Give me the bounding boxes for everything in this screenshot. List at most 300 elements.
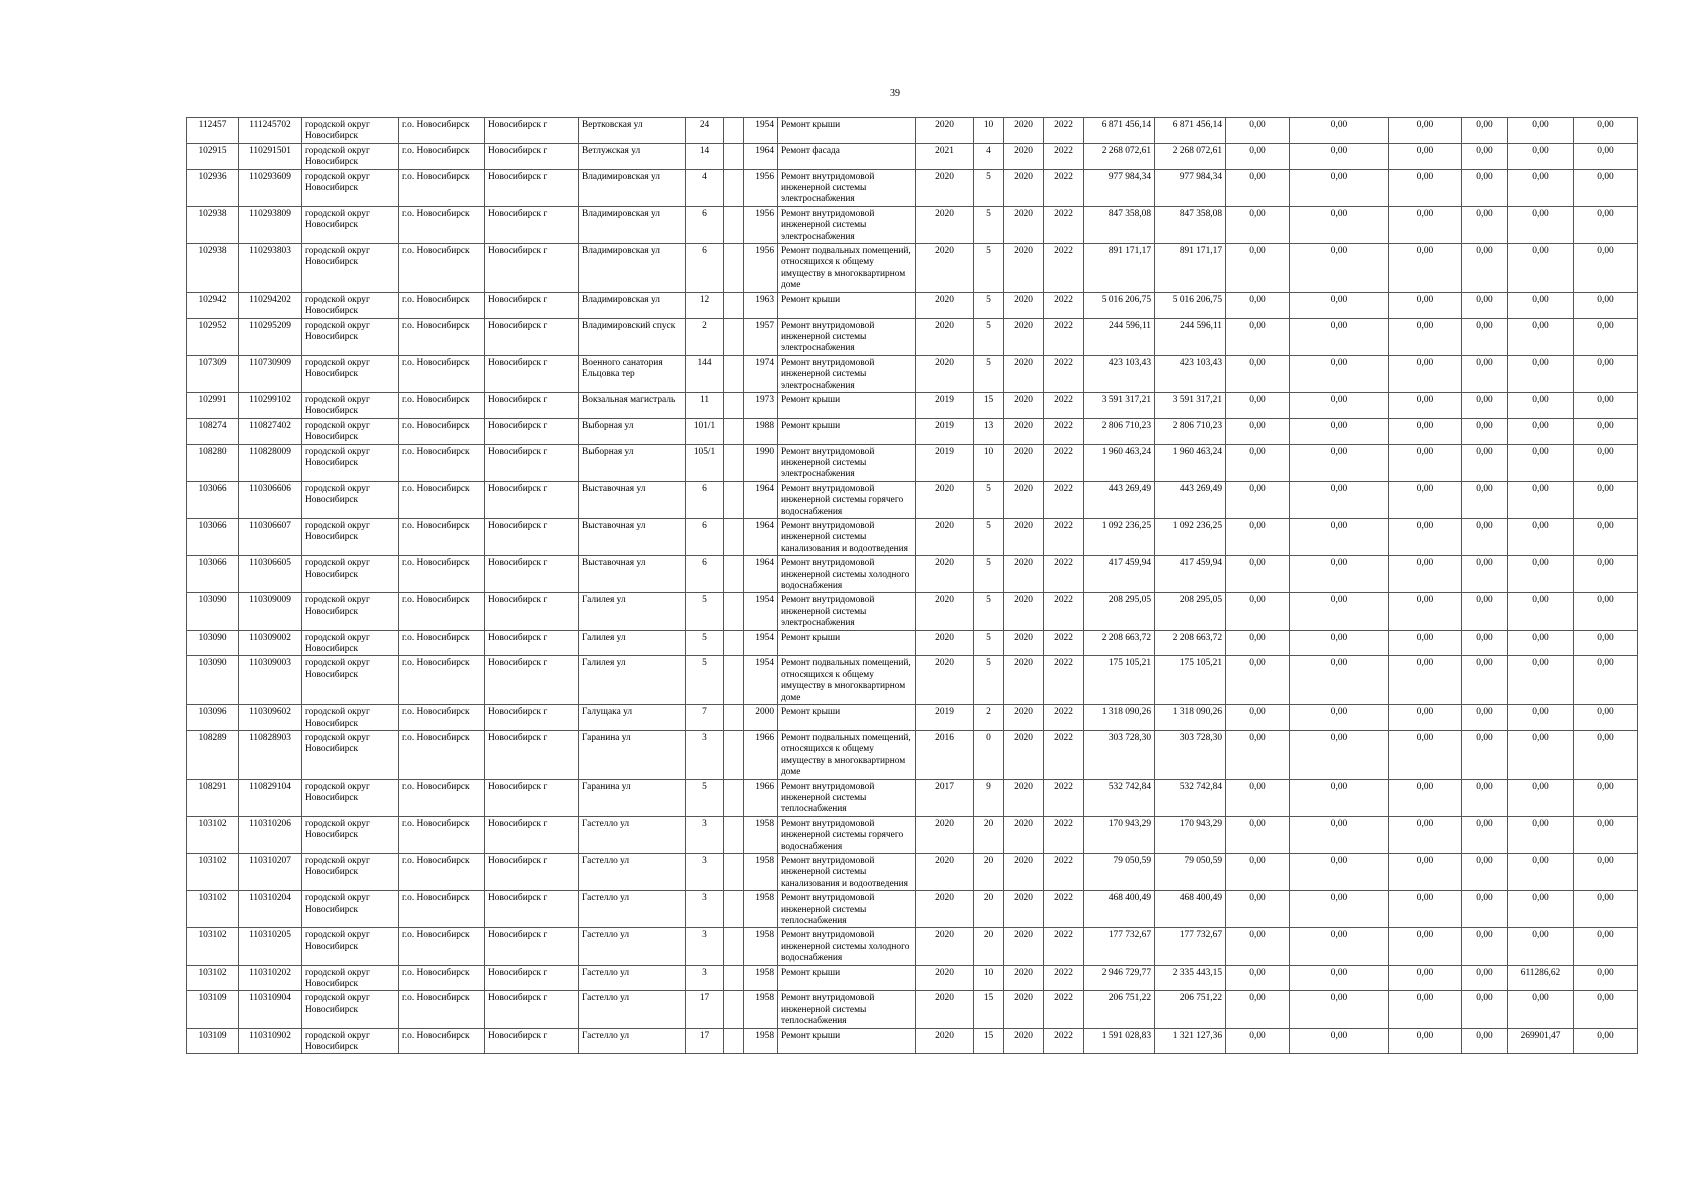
cell-city: Новосибирск г: [485, 991, 579, 1028]
cell-z3: 0,00: [1389, 444, 1462, 481]
cell-year-start: 2020: [1004, 118, 1044, 144]
table-row: [187, 705, 1638, 731]
cell-house: 7: [686, 705, 724, 731]
cell-district: городской округ Новосибирск: [302, 318, 399, 355]
cell-house: 3: [686, 853, 724, 890]
cell-z5: 0,00: [1508, 292, 1574, 318]
cell-blank: [724, 519, 744, 556]
cell-year-built: 1954: [744, 118, 778, 144]
cell-cost-total: 2 806 710,23: [1084, 418, 1155, 444]
cell-cost-total: 417 459,94: [1084, 556, 1155, 593]
cell-z1: 0,00: [1226, 355, 1290, 392]
cell-year-survey: 2019: [916, 705, 974, 731]
cell-blank: [724, 444, 744, 481]
cell-z1: 0,00: [1226, 392, 1290, 418]
cell-z5: 0,00: [1508, 444, 1574, 481]
cell-year-start: 2020: [1004, 1028, 1044, 1054]
cell-cost-fund: 423 103,43: [1155, 355, 1226, 392]
cell-cost-fund: 208 295,05: [1155, 593, 1226, 630]
cell-year-start: 2020: [1004, 519, 1044, 556]
cell-val: 5: [974, 318, 1004, 355]
cell-year-survey: 2020: [916, 118, 974, 144]
cell-year-start: 2020: [1004, 292, 1044, 318]
cell-city: Новосибирск г: [485, 730, 579, 779]
cell-district: городской округ Новосибирск: [302, 656, 399, 705]
cell-cost-total: 1 591 028,83: [1084, 1028, 1155, 1054]
cell-id: 102942: [187, 292, 239, 318]
cell-val: 13: [974, 418, 1004, 444]
cell-code: 110299102: [239, 392, 302, 418]
cell-blank: [724, 244, 744, 293]
cell-cost-total: 175 105,21: [1084, 656, 1155, 705]
cell-z3: 0,00: [1389, 206, 1462, 243]
table-row: [187, 630, 1638, 656]
cell-blank: [724, 556, 744, 593]
cell-val: 10: [974, 444, 1004, 481]
table-row: [187, 444, 1638, 481]
cell-z5: 0,00: [1508, 928, 1574, 965]
cell-z3: 0,00: [1389, 244, 1462, 293]
cell-z4: 0,00: [1462, 292, 1508, 318]
cell-district: городской округ Новосибирск: [302, 730, 399, 779]
cell-year-survey: 2020: [916, 656, 974, 705]
cell-city: Новосибирск г: [485, 779, 579, 816]
cell-val: 10: [974, 965, 1004, 991]
cell-z1: 0,00: [1226, 418, 1290, 444]
table-row: [187, 656, 1638, 705]
cell-z2: 0,00: [1290, 355, 1389, 392]
cell-code: 110293803: [239, 244, 302, 293]
repair-program-table: [186, 117, 1638, 1054]
cell-city: Новосибирск г: [485, 292, 579, 318]
cell-id: 103066: [187, 519, 239, 556]
cell-z3: 0,00: [1389, 730, 1462, 779]
cell-house: 6: [686, 519, 724, 556]
cell-street: Вокзальная магистраль: [579, 392, 686, 418]
cell-city-short: г.о. Новосибирск: [399, 444, 485, 481]
cell-year-end: 2022: [1044, 418, 1084, 444]
cell-city: Новосибирск г: [485, 705, 579, 731]
cell-z2: 0,00: [1290, 779, 1389, 816]
cell-val: 15: [974, 392, 1004, 418]
cell-house: 3: [686, 928, 724, 965]
cell-year-survey: 2020: [916, 1028, 974, 1054]
cell-blank: [724, 965, 744, 991]
cell-z2: 0,00: [1290, 169, 1389, 206]
cell-z6: 0,00: [1574, 853, 1638, 890]
cell-blank: [724, 481, 744, 518]
cell-z5: 0,00: [1508, 891, 1574, 928]
cell-id: 102952: [187, 318, 239, 355]
cell-id: 103102: [187, 816, 239, 853]
cell-city: Новосибирск г: [485, 318, 579, 355]
cell-blank: [724, 705, 744, 731]
cell-cost-fund: 847 358,08: [1155, 206, 1226, 243]
cell-z2: 0,00: [1290, 853, 1389, 890]
cell-val: 5: [974, 355, 1004, 392]
cell-z5: 0,00: [1508, 556, 1574, 593]
table-row: [187, 853, 1638, 890]
cell-year-survey: 2020: [916, 318, 974, 355]
cell-work: Ремонт внутридомовой инженерной системы теплоснабжения: [778, 891, 916, 928]
cell-year-start: 2020: [1004, 418, 1044, 444]
cell-city-short: г.о. Новосибирск: [399, 965, 485, 991]
cell-house: 11: [686, 392, 724, 418]
cell-district: городской округ Новосибирск: [302, 292, 399, 318]
cell-code: 110310206: [239, 816, 302, 853]
table-body: [187, 118, 1638, 1054]
cell-street: Владимировская ул: [579, 244, 686, 293]
cell-z2: 0,00: [1290, 1028, 1389, 1054]
cell-year-start: 2020: [1004, 244, 1044, 293]
cell-district: городской округ Новосибирск: [302, 891, 399, 928]
cell-cost-fund: 6 871 456,14: [1155, 118, 1226, 144]
cell-val: 20: [974, 816, 1004, 853]
cell-z6: 0,00: [1574, 556, 1638, 593]
cell-cost-total: 208 295,05: [1084, 593, 1155, 630]
cell-z3: 0,00: [1389, 928, 1462, 965]
cell-z5: 0,00: [1508, 244, 1574, 293]
cell-house: 17: [686, 991, 724, 1028]
cell-cost-fund: 2 268 072,61: [1155, 143, 1226, 169]
cell-cost-fund: 3 591 317,21: [1155, 392, 1226, 418]
cell-year-start: 2020: [1004, 593, 1044, 630]
cell-code: 110306605: [239, 556, 302, 593]
cell-z3: 0,00: [1389, 481, 1462, 518]
cell-blank: [724, 853, 744, 890]
cell-district: городской округ Новосибирск: [302, 991, 399, 1028]
cell-code: 110294202: [239, 292, 302, 318]
cell-val: 5: [974, 292, 1004, 318]
cell-work: Ремонт крыши: [778, 118, 916, 144]
cell-year-built: 1966: [744, 779, 778, 816]
cell-z4: 0,00: [1462, 965, 1508, 991]
cell-cost-total: 468 400,49: [1084, 891, 1155, 928]
cell-cost-fund: 177 732,67: [1155, 928, 1226, 965]
cell-z3: 0,00: [1389, 118, 1462, 144]
cell-house: 3: [686, 816, 724, 853]
cell-work: Ремонт внутридомовой инженерной системы горячего водоснабжения: [778, 816, 916, 853]
cell-z1: 0,00: [1226, 169, 1290, 206]
cell-z2: 0,00: [1290, 481, 1389, 518]
cell-val: 4: [974, 143, 1004, 169]
cell-z2: 0,00: [1290, 444, 1389, 481]
cell-val: 5: [974, 244, 1004, 293]
cell-street: Гастелло ул: [579, 816, 686, 853]
cell-z3: 0,00: [1389, 991, 1462, 1028]
cell-id: 102936: [187, 169, 239, 206]
cell-work: Ремонт подвальных помещений, относящихся к общему имуществу в многоквартирном доме: [778, 730, 916, 779]
cell-blank: [724, 991, 744, 1028]
cell-year-survey: 2020: [916, 891, 974, 928]
cell-house: 3: [686, 730, 724, 779]
cell-id: 107309: [187, 355, 239, 392]
cell-val: 0: [974, 730, 1004, 779]
cell-district: городской округ Новосибирск: [302, 481, 399, 518]
cell-z6: 0,00: [1574, 630, 1638, 656]
cell-z5: 0,00: [1508, 169, 1574, 206]
cell-city-short: г.о. Новосибирск: [399, 318, 485, 355]
cell-z1: 0,00: [1226, 1028, 1290, 1054]
table-row: [187, 730, 1638, 779]
cell-year-end: 2022: [1044, 656, 1084, 705]
cell-year-start: 2020: [1004, 630, 1044, 656]
cell-z3: 0,00: [1389, 630, 1462, 656]
cell-street: Ветлужская ул: [579, 143, 686, 169]
cell-z5: 0,00: [1508, 730, 1574, 779]
cell-code: 110309009: [239, 593, 302, 630]
cell-year-end: 2022: [1044, 891, 1084, 928]
cell-year-end: 2022: [1044, 928, 1084, 965]
cell-cost-total: 443 269,49: [1084, 481, 1155, 518]
cell-z4: 0,00: [1462, 244, 1508, 293]
cell-work: Ремонт крыши: [778, 292, 916, 318]
cell-year-end: 2022: [1044, 392, 1084, 418]
cell-year-built: 1957: [744, 318, 778, 355]
cell-house: 144: [686, 355, 724, 392]
table-row: [187, 143, 1638, 169]
cell-year-start: 2020: [1004, 705, 1044, 731]
cell-code: 110310902: [239, 1028, 302, 1054]
cell-id: 103102: [187, 928, 239, 965]
cell-house: 2: [686, 318, 724, 355]
table-row: [187, 519, 1638, 556]
cell-district: городской округ Новосибирск: [302, 519, 399, 556]
cell-z2: 0,00: [1290, 318, 1389, 355]
cell-z6: 0,00: [1574, 318, 1638, 355]
cell-house: 17: [686, 1028, 724, 1054]
cell-city-short: г.о. Новосибирск: [399, 355, 485, 392]
cell-work: Ремонт фасада: [778, 143, 916, 169]
cell-year-built: 1974: [744, 355, 778, 392]
cell-year-survey: 2020: [916, 593, 974, 630]
cell-val: 2: [974, 705, 1004, 731]
cell-z3: 0,00: [1389, 292, 1462, 318]
cell-cost-total: 303 728,30: [1084, 730, 1155, 779]
cell-year-survey: 2020: [916, 481, 974, 518]
cell-work: Ремонт внутридомовой инженерной системы теплоснабжения: [778, 991, 916, 1028]
cell-blank: [724, 118, 744, 144]
cell-z1: 0,00: [1226, 556, 1290, 593]
cell-id: 103066: [187, 481, 239, 518]
table-row: [187, 816, 1638, 853]
cell-z5: 0,00: [1508, 318, 1574, 355]
cell-year-end: 2022: [1044, 169, 1084, 206]
cell-z4: 0,00: [1462, 730, 1508, 779]
cell-year-end: 2022: [1044, 965, 1084, 991]
cell-house: 5: [686, 656, 724, 705]
cell-blank: [724, 143, 744, 169]
cell-street: Галилея ул: [579, 656, 686, 705]
cell-year-start: 2020: [1004, 816, 1044, 853]
table-row: [187, 392, 1638, 418]
cell-year-survey: 2019: [916, 392, 974, 418]
table-row: [187, 891, 1638, 928]
cell-year-end: 2022: [1044, 143, 1084, 169]
cell-year-survey: 2019: [916, 444, 974, 481]
cell-city: Новосибирск г: [485, 481, 579, 518]
cell-z6: 0,00: [1574, 891, 1638, 928]
cell-year-built: 1958: [744, 928, 778, 965]
cell-city: Новосибирск г: [485, 965, 579, 991]
table-row: [187, 206, 1638, 243]
cell-z5: 0,00: [1508, 206, 1574, 243]
cell-year-built: 1964: [744, 556, 778, 593]
cell-val: 15: [974, 991, 1004, 1028]
cell-year-end: 2022: [1044, 991, 1084, 1028]
cell-work: Ремонт внутридомовой инженерной системы канализования и водоотведения: [778, 853, 916, 890]
table-row: [187, 556, 1638, 593]
cell-year-survey: 2020: [916, 169, 974, 206]
cell-z6: 0,00: [1574, 418, 1638, 444]
cell-year-survey: 2020: [916, 244, 974, 293]
cell-year-start: 2020: [1004, 730, 1044, 779]
cell-house: 14: [686, 143, 724, 169]
cell-cost-fund: 417 459,94: [1155, 556, 1226, 593]
cell-year-survey: 2020: [916, 991, 974, 1028]
cell-city-short: г.о. Новосибирск: [399, 206, 485, 243]
cell-code: 110309602: [239, 705, 302, 731]
cell-work: Ремонт внутридомовой инженерной системы электроснабжения: [778, 355, 916, 392]
cell-z4: 0,00: [1462, 444, 1508, 481]
cell-city-short: г.о. Новосибирск: [399, 118, 485, 144]
cell-z2: 0,00: [1290, 991, 1389, 1028]
cell-city-short: г.о. Новосибирск: [399, 630, 485, 656]
cell-district: городской округ Новосибирск: [302, 118, 399, 144]
cell-year-end: 2022: [1044, 779, 1084, 816]
cell-city-short: г.о. Новосибирск: [399, 816, 485, 853]
cell-cost-fund: 2 806 710,23: [1155, 418, 1226, 444]
cell-blank: [724, 816, 744, 853]
cell-blank: [724, 355, 744, 392]
cell-city-short: г.о. Новосибирск: [399, 928, 485, 965]
cell-z4: 0,00: [1462, 1028, 1508, 1054]
cell-year-end: 2022: [1044, 292, 1084, 318]
cell-cost-total: 170 943,29: [1084, 816, 1155, 853]
cell-cost-fund: 977 984,34: [1155, 169, 1226, 206]
cell-z3: 0,00: [1389, 169, 1462, 206]
cell-street: Гаранина ул: [579, 779, 686, 816]
cell-z2: 0,00: [1290, 292, 1389, 318]
cell-city: Новосибирск г: [485, 418, 579, 444]
cell-year-survey: 2021: [916, 143, 974, 169]
cell-city-short: г.о. Новосибирск: [399, 705, 485, 731]
cell-z3: 0,00: [1389, 143, 1462, 169]
cell-city: Новосибирск г: [485, 891, 579, 928]
cell-z6: 0,00: [1574, 143, 1638, 169]
cell-work: Ремонт крыши: [778, 1028, 916, 1054]
cell-blank: [724, 891, 744, 928]
cell-house: 3: [686, 965, 724, 991]
cell-year-end: 2022: [1044, 556, 1084, 593]
cell-z6: 0,00: [1574, 355, 1638, 392]
cell-city: Новосибирск г: [485, 444, 579, 481]
cell-z5: 0,00: [1508, 593, 1574, 630]
cell-year-built: 1954: [744, 593, 778, 630]
cell-z5: 0,00: [1508, 705, 1574, 731]
cell-code: 110309002: [239, 630, 302, 656]
cell-z5: 0,00: [1508, 656, 1574, 705]
cell-id: 103090: [187, 656, 239, 705]
cell-cost-total: 1 318 090,26: [1084, 705, 1155, 731]
cell-district: городской округ Новосибирск: [302, 1028, 399, 1054]
cell-z2: 0,00: [1290, 730, 1389, 779]
cell-z2: 0,00: [1290, 705, 1389, 731]
cell-house: 5: [686, 593, 724, 630]
cell-house: 6: [686, 244, 724, 293]
cell-cost-total: 1 092 236,25: [1084, 519, 1155, 556]
cell-city-short: г.о. Новосибирск: [399, 1028, 485, 1054]
cell-z4: 0,00: [1462, 556, 1508, 593]
cell-work: Ремонт крыши: [778, 392, 916, 418]
cell-year-end: 2022: [1044, 206, 1084, 243]
cell-val: 5: [974, 630, 1004, 656]
cell-street: Гастелло ул: [579, 991, 686, 1028]
cell-z1: 0,00: [1226, 730, 1290, 779]
cell-val: 15: [974, 1028, 1004, 1054]
cell-city: Новосибирск г: [485, 519, 579, 556]
cell-cost-fund: 2 208 663,72: [1155, 630, 1226, 656]
cell-z4: 0,00: [1462, 169, 1508, 206]
cell-code: 110293809: [239, 206, 302, 243]
cell-house: 12: [686, 292, 724, 318]
cell-year-built: 1988: [744, 418, 778, 444]
cell-year-end: 2022: [1044, 593, 1084, 630]
cell-street: Гастелло ул: [579, 1028, 686, 1054]
cell-year-start: 2020: [1004, 392, 1044, 418]
cell-year-survey: 2019: [916, 418, 974, 444]
cell-id: 103102: [187, 891, 239, 928]
cell-z2: 0,00: [1290, 891, 1389, 928]
cell-city: Новосибирск г: [485, 556, 579, 593]
cell-blank: [724, 418, 744, 444]
cell-val: 5: [974, 169, 1004, 206]
cell-z1: 0,00: [1226, 206, 1290, 243]
cell-val: 20: [974, 928, 1004, 965]
cell-district: городской округ Новосибирск: [302, 444, 399, 481]
cell-z2: 0,00: [1290, 816, 1389, 853]
cell-z1: 0,00: [1226, 318, 1290, 355]
cell-city-short: г.о. Новосибирск: [399, 292, 485, 318]
cell-z3: 0,00: [1389, 853, 1462, 890]
cell-cost-fund: 1 092 236,25: [1155, 519, 1226, 556]
table-row: [187, 965, 1638, 991]
cell-blank: [724, 169, 744, 206]
table-row: [187, 1028, 1638, 1054]
cell-val: 5: [974, 593, 1004, 630]
cell-year-end: 2022: [1044, 630, 1084, 656]
cell-street: Гаранина ул: [579, 730, 686, 779]
cell-val: 5: [974, 481, 1004, 518]
cell-cost-fund: 2 335 443,15: [1155, 965, 1226, 991]
cell-street: Гастелло ул: [579, 928, 686, 965]
cell-city-short: г.о. Новосибирск: [399, 169, 485, 206]
cell-street: Выставочная ул: [579, 481, 686, 518]
cell-code: 110291501: [239, 143, 302, 169]
cell-z3: 0,00: [1389, 779, 1462, 816]
cell-year-start: 2020: [1004, 928, 1044, 965]
cell-z2: 0,00: [1290, 392, 1389, 418]
cell-cost-total: 891 171,17: [1084, 244, 1155, 293]
cell-cost-total: 2 268 072,61: [1084, 143, 1155, 169]
cell-year-start: 2020: [1004, 991, 1044, 1028]
cell-id: 102991: [187, 392, 239, 418]
cell-city: Новосибирск г: [485, 244, 579, 293]
cell-id: 103102: [187, 965, 239, 991]
cell-z4: 0,00: [1462, 630, 1508, 656]
cell-z3: 0,00: [1389, 519, 1462, 556]
cell-id: 102938: [187, 206, 239, 243]
